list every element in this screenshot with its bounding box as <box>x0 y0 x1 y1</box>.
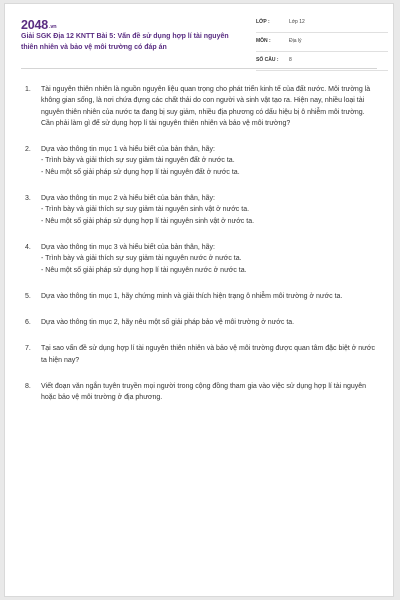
question-item <box>21 193 379 227</box>
document-title: Giải SGK Địa 12 KNTT Bài 5: Vấn đề sử dụng hợp lí tài nguyên thiên nhiên và bảo vệ môi trường có đáp án <box>21 33 229 51</box>
question-text: Tài nguyên thiên nhiên là nguồn nguyên liệu quan trọng cho phát triển kinh tế của đất nước. Môi trường là không gian sống, là nơi chứa đựng các chất thải do con người và sinh vật tạo ra. Hiện nay, nhiều loại tài nguyên thiên nhiên của nước ta đang bị suy giảm, nhiều địa phương có dấu hiệu bị ô nhiễm môi trường. Cần phải làm gì để sử dụng hợp lí tài nguyên thiên nhiên và bảo vệ môi trường? <box>41 86 371 127</box>
question-number: 1. <box>25 86 31 93</box>
meta-label-class: LỚP : <box>256 19 270 25</box>
question-text: Viết đoạn văn ngắn tuyên truyền mọi người trong cộng đồng tham gia vào việc sử dụng hợp lí tài nguyên hoặc bảo vệ môi trường ở địa phương. <box>41 383 367 402</box>
question-item <box>21 84 379 129</box>
question-number: 4. <box>25 243 31 251</box>
question-list <box>21 84 379 419</box>
question-number: 8. <box>25 383 31 391</box>
question-number: 6. <box>25 319 31 327</box>
question-item <box>21 291 379 302</box>
logo-text: 2048 <box>21 18 49 32</box>
meta-row-class <box>256 17 388 33</box>
meta-value-subject: Địa lý <box>289 38 302 44</box>
question-number: 7. <box>25 345 31 353</box>
question-item <box>21 242 379 276</box>
meta-value-question-count: 8 <box>289 57 292 63</box>
question-text: Dựa vào thông tin mục 2, hãy nêu một số giải pháp bảo vệ môi trường ở nước ta. <box>41 319 295 327</box>
document-header <box>5 4 393 66</box>
question-item <box>21 381 379 404</box>
question-subitem: - Trình bày và giải thích sự suy giảm tài nguyên đất ở nước ta. <box>41 157 235 165</box>
meta-label-subject: MÔN : <box>256 38 271 44</box>
question-number: 5. <box>25 292 31 300</box>
meta-row-subject <box>256 36 388 52</box>
question-subitem: - Nêu một số giải pháp sử dụng hợp lí tài nguyên nước ở nước ta. <box>41 266 247 274</box>
logo-tld: .vn <box>49 24 57 30</box>
meta-value-class: Lớp 12 <box>289 19 305 25</box>
question-subitem: - Trình bày và giải thích sự suy giảm tài nguyên nước ở nước ta. <box>41 255 242 263</box>
question-text: Dựa vào thông tin mục 3 và hiểu biết của bản thân, hãy: <box>41 243 215 251</box>
question-text: Dựa vào thông tin mục 2 và hiểu biết của bản thân, hãy: <box>41 195 215 203</box>
site-logo[interactable] <box>21 18 56 32</box>
question-number: 3. <box>25 195 31 203</box>
document-meta <box>256 17 388 74</box>
question-subitem: - Nêu một số giải pháp sử dụng hợp lí tài nguyên đất ở nước ta. <box>41 168 240 176</box>
question-item <box>21 144 379 178</box>
document-page <box>4 3 394 597</box>
question-item <box>21 317 379 328</box>
header-divider <box>21 68 377 69</box>
question-text: Dựa vào thông tin mục 1 và hiểu biết của bản thân, hãy: <box>41 146 215 154</box>
question-number: 2. <box>25 146 31 154</box>
question-subitem: - Trình bày và giải thích sự suy giảm tài nguyên sinh vật ở nước ta. <box>41 206 250 214</box>
question-item <box>21 343 379 366</box>
question-text: Dựa vào thông tin mục 1, hãy chứng minh và giải thích hiện trạng ô nhiễm môi trường ở nước ta. <box>41 292 343 300</box>
question-subitem: - Nêu một số giải pháp sử dụng hợp lí tài nguyên sinh vật ở nước ta. <box>41 217 255 225</box>
meta-label-question-count: SỐ CÂU : <box>256 57 279 63</box>
question-text: Tại sao vấn đề sử dụng hợp lí tài nguyên thiên nhiên và bảo vệ môi trường được quan tâm đặc biệt ở nước ta hiện nay? <box>41 345 375 364</box>
